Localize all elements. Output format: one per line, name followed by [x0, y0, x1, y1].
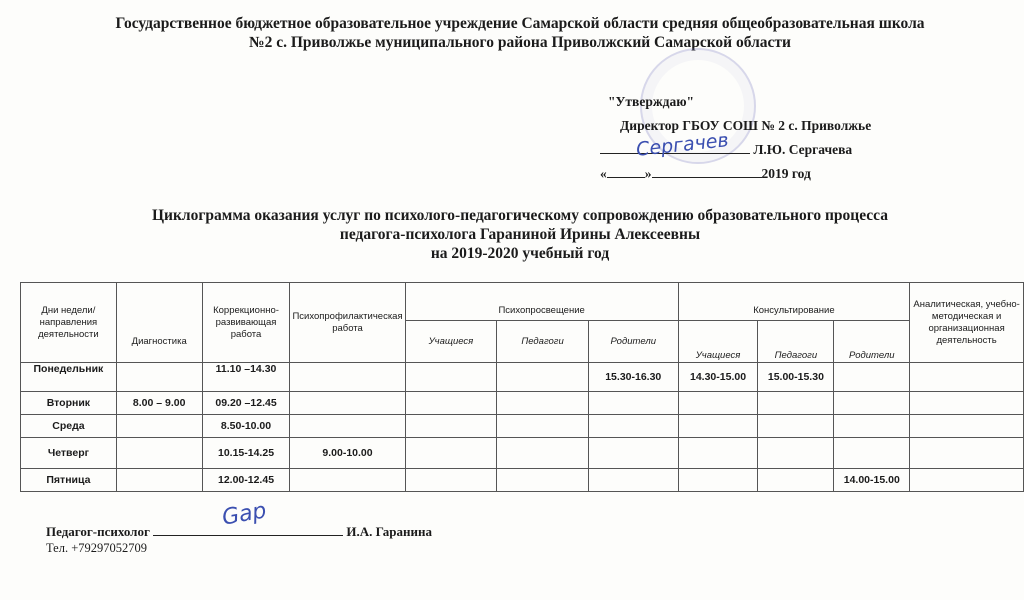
- table-row: [21, 363, 1024, 392]
- edu-students-cell: [405, 415, 497, 438]
- psychologist-signature: Gар: [220, 498, 269, 531]
- date-month-line: [652, 163, 762, 178]
- header-analytics: Аналитическая, учебно-методическая и организационная деятельность: [910, 283, 1024, 363]
- correction-cell: 8.50-10.00: [202, 415, 290, 438]
- correction-cell: 11.10 –14.30: [202, 363, 290, 392]
- header-edu-students: Учащиеся: [405, 321, 497, 363]
- edu-teachers-cell: [497, 363, 589, 392]
- prevention-cell: [290, 415, 405, 438]
- diagnostics-cell: [116, 363, 202, 392]
- header-prevention: Психопрофилактическая работа: [290, 283, 405, 363]
- date-open-quote: «: [600, 166, 607, 181]
- edu-teachers-cell: [497, 469, 589, 492]
- correction-cell: 09.20 –12.45: [202, 392, 290, 415]
- prevention-cell: [290, 363, 405, 392]
- day-cell: Четверг: [21, 438, 117, 469]
- table-row: [21, 392, 1024, 415]
- cons-parents-cell: [834, 415, 910, 438]
- edu-parents-cell: [588, 415, 678, 438]
- day-cell: Среда: [21, 415, 117, 438]
- table-row: [21, 415, 1024, 438]
- diagnostics-cell: [116, 415, 202, 438]
- cons-students-cell: [678, 469, 758, 492]
- edu-parents-cell: 15.30-16.30: [588, 363, 678, 392]
- diagnostics-cell: [116, 469, 202, 492]
- header-edu-parents: Родители: [588, 321, 678, 363]
- header-diagnostics: Диагностика: [116, 283, 202, 363]
- cons-parents-cell: [834, 392, 910, 415]
- header-cons-parents: Родители: [834, 321, 910, 363]
- edu-students-cell: [405, 438, 497, 469]
- edu-teachers-cell: [497, 438, 589, 469]
- cons-students-cell: [678, 392, 758, 415]
- edu-parents-cell: [588, 469, 678, 492]
- table-row: [21, 438, 1024, 469]
- diagnostics-cell: 8.00 – 9.00: [116, 392, 202, 415]
- edu-parents-cell: [588, 438, 678, 469]
- edu-teachers-cell: [497, 392, 589, 415]
- approval-year: 2019 год: [761, 166, 811, 181]
- cons-teachers-cell: [758, 392, 834, 415]
- edu-students-cell: [405, 392, 497, 415]
- header-edu-teachers: Педагоги: [497, 321, 589, 363]
- date-close-quote: »: [644, 166, 652, 181]
- schedule-table: [20, 282, 1024, 492]
- header-correction: Коррекционно-развивающая работа: [202, 283, 290, 363]
- analytics-cell: [910, 392, 1024, 415]
- analytics-cell: [910, 469, 1024, 492]
- school-name-line1: Государственное бюджетное образовательное учреждение Самарской области средняя общеобразовательная школа: [115, 15, 925, 32]
- footer-block: [46, 521, 432, 556]
- cons-parents-cell: [834, 438, 910, 469]
- day-cell: Пятница: [21, 469, 117, 492]
- cons-students-cell: [678, 415, 758, 438]
- title-line3: на 2019-2020 учебный год: [430, 245, 610, 262]
- prevention-cell: 9.00-10.00: [290, 438, 405, 469]
- header-education: Психопросвещение: [405, 283, 678, 321]
- cons-teachers-cell: [758, 415, 834, 438]
- edu-teachers-cell: [497, 415, 589, 438]
- title-line2: педагога-психолога Гараниной Ирины Алексеевны: [339, 226, 701, 243]
- prevention-cell: [290, 469, 405, 492]
- header-consulting: Консультирование: [678, 283, 910, 321]
- edu-students-cell: [405, 469, 497, 492]
- footer-role: Педагог-психолог: [46, 524, 150, 539]
- footer-signature-line: [153, 521, 343, 536]
- cons-teachers-cell: [758, 438, 834, 469]
- analytics-cell: [910, 415, 1024, 438]
- school-name-line2: №2 с. Приволжье муниципального района Приволжский Самарской области: [249, 34, 791, 51]
- correction-cell: 12.00-12.45: [202, 469, 290, 492]
- header-cons-students: Учащиеся: [678, 321, 758, 363]
- header-cons-teachers: Педагоги: [758, 321, 834, 363]
- school-header: [40, 14, 1000, 52]
- diagnostics-cell: [116, 438, 202, 469]
- day-cell: Понедельник: [21, 363, 117, 392]
- prevention-cell: [290, 392, 405, 415]
- table-row: [21, 469, 1024, 492]
- cons-teachers-cell: [758, 469, 834, 492]
- correction-cell: 10.15-14.25: [202, 438, 290, 469]
- edu-students-cell: [405, 363, 497, 392]
- cons-students-cell: 14.30-15.00: [678, 363, 758, 392]
- header-days: Дни недели/направления деятельности: [21, 283, 117, 363]
- director-signature: Сергачев: [635, 129, 730, 161]
- edu-parents-cell: [588, 392, 678, 415]
- day-cell: Вторник: [21, 392, 117, 415]
- footer-name: И.А. Гаранина: [346, 524, 432, 539]
- approval-position: Директор ГБОУ СОШ № 2 с. Приволжье: [620, 118, 872, 133]
- cons-parents-cell: 14.00-15.00: [834, 469, 910, 492]
- footer-phone: Тел. +79297052709: [46, 541, 147, 555]
- cons-parents-cell: [834, 363, 910, 392]
- title-line1: Циклограмма оказания услуг по психолого-педагогическому сопровождению образовательного процесса: [151, 207, 888, 224]
- analytics-cell: [910, 363, 1024, 392]
- analytics-cell: [910, 438, 1024, 469]
- cons-teachers-cell: 15.00-15.30: [758, 363, 834, 392]
- date-day-line: [607, 163, 645, 178]
- approval-title: "Утверждаю": [608, 94, 695, 109]
- cons-students-cell: [678, 438, 758, 469]
- document-title: [60, 206, 980, 263]
- approver-name: Л.Ю. Сергачева: [753, 142, 853, 157]
